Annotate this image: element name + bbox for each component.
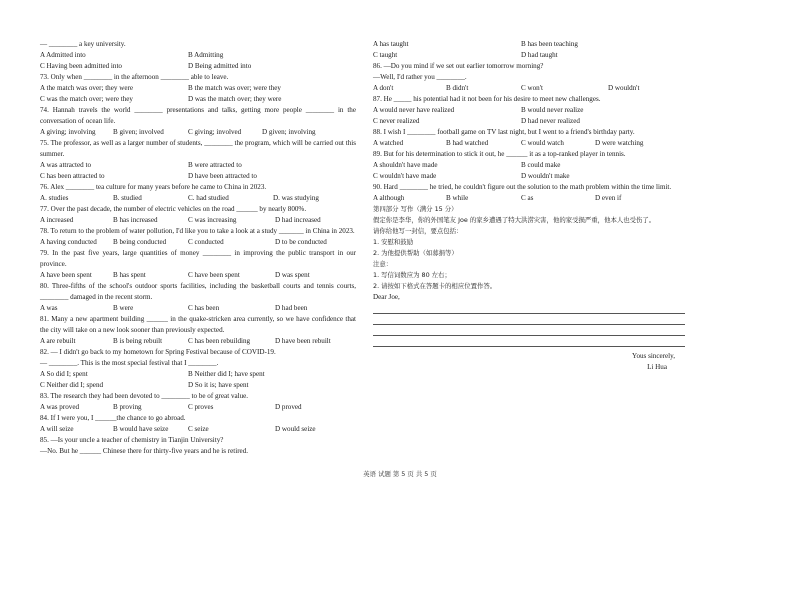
q90-options xyxy=(373,193,689,204)
q87-options-row1 xyxy=(373,105,689,116)
q72-option-c: C Having been admitted into xyxy=(40,62,122,70)
q73-option-b: B the match was over; were they xyxy=(188,84,281,92)
q90-option-c: C as xyxy=(521,194,534,202)
q86-option-d: D wouldn't xyxy=(608,84,640,92)
q72-options-row2 xyxy=(40,61,356,72)
answer-line xyxy=(373,314,685,325)
q88-option-b: B had watched xyxy=(446,139,489,147)
q88-option-a: A watched xyxy=(373,139,404,147)
q88-option-c: C would watch xyxy=(521,139,564,147)
q81-option-c: C has been rebuilding xyxy=(188,337,251,345)
q82-options-row2 xyxy=(40,380,356,391)
q80-option-c: C has been xyxy=(188,304,220,312)
q74-option-a: A giving; involving xyxy=(40,128,96,136)
q89-stem: 89. But for his determination to stick it out, he ______ it as a top-ranked player in tennis. xyxy=(373,150,626,158)
q83-stem: 83. The research they had been devoted to ________ to be of great value. xyxy=(40,392,249,400)
q73-option-a: A the match was over; they were xyxy=(40,84,133,92)
q90-option-b: B while xyxy=(446,194,469,202)
q79-option-c: C have been spent xyxy=(188,271,240,279)
q83-option-d: D proved xyxy=(275,403,302,411)
q78-option-b: B being conducted xyxy=(113,238,167,246)
q85-stem: 85. —Is your uncle a teacher of chemistry in Tianjin University? xyxy=(40,436,224,444)
q81-stem: 81. Many a new apartment building ______ in the quake-stricken area currently, so we have confidence that the city will take on a new look sooner than previously expected. xyxy=(40,315,356,334)
q85-option-d: D had taught xyxy=(521,51,558,59)
q82-option-b: B Neither did I; have spent xyxy=(188,370,265,378)
writing-prompt-line2: 请你给他写一封信，要点包括： xyxy=(373,227,463,235)
q75-option-b: B were attracted to xyxy=(188,161,242,169)
q80-options xyxy=(40,303,356,314)
q82-option-a: A So did I; spent xyxy=(40,370,88,378)
q82-stem-response: — ________. This is the most special festival that I ________. xyxy=(40,359,219,367)
q79-option-b: B has spent xyxy=(113,271,146,279)
q78-option-d: D to be conducted xyxy=(275,238,327,246)
q81-option-a: A are rebuilt xyxy=(40,337,76,345)
q73-option-d: D was the match over; they were xyxy=(188,95,282,103)
q79-option-d: D was spent xyxy=(275,271,310,279)
q85-options-row1 xyxy=(373,39,689,50)
writing-prompt-line1: 假定你是李华，你的外国笔友 Joe 的家乡遭遇了特大洪涝灾害，他的家受损严重，他本人也受伤了。 xyxy=(373,216,656,224)
q84-option-d: D would seize xyxy=(275,425,316,433)
q82-stem: 82. — I didn't go back to my hometown for Spring Festival because of COVID-19. xyxy=(40,348,276,356)
q77-option-c: C was increasing xyxy=(188,216,237,224)
q82-option-c: C Neither did I; spend xyxy=(40,381,104,389)
q75-option-a: A was attracted to xyxy=(40,161,92,169)
q81-options xyxy=(40,336,356,347)
q86-option-c: C won't xyxy=(521,84,543,92)
q84-stem: 84. If I were you, I ______the chance to go abroad. xyxy=(40,414,186,422)
q84-option-c: C seize xyxy=(188,425,209,433)
q81-option-d: D have been rebuilt xyxy=(275,337,331,345)
q73-stem: 73. Only when ________ in the afternoon ________ able to leave. xyxy=(40,73,229,81)
answer-line xyxy=(373,303,685,314)
q79-stem: 79. In the past five years, large quantities of money ________ in improving the public transport in our province. xyxy=(40,249,356,268)
q76-option-c: C. had studied xyxy=(188,194,229,202)
q72-option-b: B Admitting xyxy=(188,51,224,59)
letter-closing: Yous sincerely, xyxy=(632,352,675,360)
q82-option-d: D So it is; have spent xyxy=(188,381,249,389)
q78-option-a: A having conducted xyxy=(40,238,97,246)
q75-options-row1 xyxy=(40,160,356,171)
q84-options xyxy=(40,424,356,435)
q87-options-row2 xyxy=(373,116,689,127)
q78-stem: 78. To return to the problem of water pollution, I'd like you to take a look at a study _______ in China in 2023. xyxy=(40,227,355,235)
q86-options xyxy=(373,83,689,94)
q79-option-a: A have been spent xyxy=(40,271,92,279)
q88-stem: 88. I wish I ________ football game on TV last night, but I went to a friend's birthday party. xyxy=(373,128,635,136)
q78-options xyxy=(40,237,356,248)
writing-point-1: 1. 安慰和鼓励 xyxy=(373,238,414,246)
q80-option-d: D had been xyxy=(275,304,308,312)
q74-options xyxy=(40,127,356,138)
q85-stem-response: —No. But he ______ Chinese there for thirty-five years and he is retired. xyxy=(40,447,249,455)
right-column xyxy=(373,39,689,373)
q77-options xyxy=(40,215,356,226)
q82-options-row1 xyxy=(40,369,356,380)
q77-option-b: B has increased xyxy=(113,216,158,224)
q85-option-b: B has been teaching xyxy=(521,40,578,48)
q87-option-c: C never realized xyxy=(373,117,420,125)
q90-stem: 90. Hard ________ he tried, he couldn't figure out the solution to the math problem within the time limit. xyxy=(373,183,672,191)
q72-options-row1 xyxy=(40,50,356,61)
q89-option-d: D wouldn't make xyxy=(521,172,570,180)
q86-option-b: B didn't xyxy=(446,84,469,92)
q87-stem: 87. He _____ his potential had it not been for his desire to meet new challenges. xyxy=(373,95,601,103)
q89-option-b: B could make xyxy=(521,161,561,169)
q73-options-row1 xyxy=(40,83,356,94)
writing-note-1: 1. 写信词数应为 80 左右； xyxy=(373,271,451,279)
q75-option-d: D have been attracted to xyxy=(188,172,257,180)
q76-option-b: B. studied xyxy=(113,194,142,202)
q76-stem: 76. Alex ________ tea culture for many years before he came to China in 2023. xyxy=(40,183,267,191)
q76-options xyxy=(40,193,356,204)
q75-stem: 75. The professor, as well as a larger number of students, ________ the program, which will be carried out this summer. xyxy=(40,139,356,158)
writing-section-title: 第四部分 写作（满分 15 分） xyxy=(373,205,458,213)
answer-line xyxy=(373,325,685,336)
q90-option-a: A although xyxy=(373,194,405,202)
q84-option-a: A will seize xyxy=(40,425,74,433)
q85-options-row2 xyxy=(373,50,689,61)
q86-stem-response: —Well, I'd rather you ________. xyxy=(373,73,467,81)
q87-option-a: A would never have realized xyxy=(373,106,455,114)
q87-option-d: D had never realized xyxy=(521,117,580,125)
q85-option-c: C taught xyxy=(373,51,398,59)
q75-options-row2 xyxy=(40,171,356,182)
q73-options-row2 xyxy=(40,94,356,105)
q86-stem: 86. —Do you mind if we set out earlier tomorrow morning? xyxy=(373,62,544,70)
writing-point-2: 2. 为他提供帮助（如募捐等） xyxy=(373,249,458,257)
writing-note-2: 2. 请按如下格式在答题卡的相应位置作答。 xyxy=(373,282,497,290)
q72-option-d: D Being admitted into xyxy=(188,62,252,70)
q74-option-c: C giving; involved xyxy=(188,128,242,136)
writing-note-title: 注意： xyxy=(373,260,393,268)
q86-option-a: A don't xyxy=(373,84,394,92)
q80-option-a: A was xyxy=(40,304,58,312)
letter-salutation: Dear Joe, xyxy=(373,293,400,301)
q89-option-a: A shouldn't have made xyxy=(373,161,438,169)
q83-option-b: B proving xyxy=(113,403,142,411)
q72-stem: — ________ a key university. xyxy=(40,40,126,48)
q74-option-b: B given; involved xyxy=(113,128,164,136)
q89-option-c: C wouldn't have made xyxy=(373,172,437,180)
q85-option-a: A has taught xyxy=(373,40,409,48)
q77-stem: 77. Over the past decade, the number of electric vehicles on the road ______ by nearly 800%. xyxy=(40,205,307,213)
q77-option-a: A increased xyxy=(40,216,74,224)
q80-stem: 80. Three-fifths of the school's outdoor sports facilities, including the basketball courts and tennis courts, ________ damaged in the recent storm. xyxy=(40,282,356,301)
page-footer: 英语 试题 第 5 页 共 5 页 xyxy=(363,470,437,478)
q76-option-a: A. studies xyxy=(40,194,69,202)
q90-option-d: D even if xyxy=(595,194,622,202)
q77-option-d: D had increased xyxy=(275,216,321,224)
q80-option-b: B were xyxy=(113,304,134,312)
q73-option-c: C was the match over; were they xyxy=(40,95,133,103)
q78-option-c: C conducted xyxy=(188,238,224,246)
q87-option-b: B would never realize xyxy=(521,106,584,114)
answer-line xyxy=(373,336,685,347)
q75-option-c: C has been attracted to xyxy=(40,172,105,180)
letter-signature: Li Hua xyxy=(647,363,667,371)
q74-stem: 74. Hannah travels the world ________ presentations and talks, getting more people ________ in the conversation of ocean life. xyxy=(40,106,356,125)
q76-option-d: D. was studying xyxy=(273,194,319,202)
q72-option-a: A Admitted into xyxy=(40,51,86,59)
left-column xyxy=(40,39,356,457)
q83-option-a: A was proved xyxy=(40,403,80,411)
q84-option-b: B would have seize xyxy=(113,425,169,433)
q79-options xyxy=(40,270,356,281)
q88-options xyxy=(373,138,689,149)
q88-option-d: D were watching xyxy=(595,139,644,147)
q74-option-d: D given; involving xyxy=(262,128,316,136)
q83-options xyxy=(40,402,356,413)
q83-option-c: C proves xyxy=(188,403,214,411)
q89-options-row2 xyxy=(373,171,689,182)
q89-options-row1 xyxy=(373,160,689,171)
q81-option-b: B is being rebuilt xyxy=(113,337,163,345)
